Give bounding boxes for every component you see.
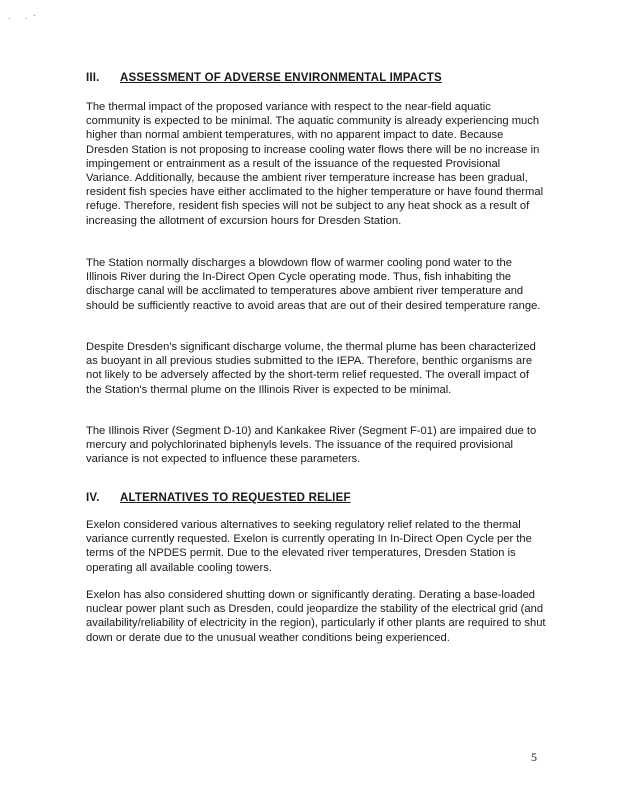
section-title: ASSESSMENT OF ADVERSE ENVIRONMENTAL IMPACTS [120,72,442,84]
page-number: 5 [531,750,537,764]
paragraph-derating: Exelon has also considered shutting down or significantly derating. Derating a base-loaded nuclear power plant such as Dresden, could jeopardize the stability of the electrical grid (and availability/reliability of electricity in the region), particularly if other plants are required to shut down or derate due to the unusual weather conditions being experienced. [86,589,546,644]
section-title: ALTERNATIVES TO REQUESTED RELIEF [120,492,351,504]
section-heading-iii [86,72,442,84]
paragraph-thermal-plume: Despite Dresden's significant discharge volume, the thermal plume has been characterized as buoyant in all previous studies submitted to the IEPA. Therefore, benthic organisms are not likely to be adversely affected by the short-term relief requested. The overall impact of the Station's thermal plume on the Illinois River is expected to be minimal. [86,341,536,396]
paragraph-impaired-rivers: The Illinois River (Segment D-10) and Kankakee River (Segment F-01) are impaired due to mercury and polychlorinated biphenyls levels. The issuance of the required provisional variance is not expected to influence these parameters. [86,425,537,466]
section-number: IV. [86,492,100,504]
section-number: III. [86,72,100,84]
paragraph-blowdown-flow: The Station normally discharges a blowdown flow of warmer cooling pond water to the Illinois River during the In-Direct Open Cycle operating mode. Thus, fish inhabiting the discharge canal will be acclimated to temperatures above ambient river temperature and should be sufficiently reactive to avoid areas that are out of their desired temperature range. [86,257,541,312]
scan-artifact-marks: · ·´ [8,14,43,23]
paragraph-alternatives: Exelon considered various alternatives to seeking regulatory relief related to the thermal variance currently requested. Exelon is currently operating In In-Direct Open Cycle per the terms of the NPDES permit. Due to the elevated river temperatures, Dresden Station is operating all available cooling towers. [86,519,532,574]
paragraph-thermal-impact: The thermal impact of the proposed variance with respect to the near-field aquatic community is expected to be minimal. The aquatic community is already experiencing much higher than normal ambient temperatures, with no apparent impact to date. Because Dresden Station is not proposing to increase cooling water flows there will be no increase in impingement or entrainment as a result of the issuance of the requested Provisional Variance. Additionally, because the ambient river temperature increase has been gradual, resident fish species have either acclimated to the higher temperature or have found thermal refuge. Therefore, resident fish species will not be subject to any heat shock as a result of increasing the allotment of excursion hours for Dresden Station. [86,101,544,227]
section-heading-iv [86,492,351,504]
